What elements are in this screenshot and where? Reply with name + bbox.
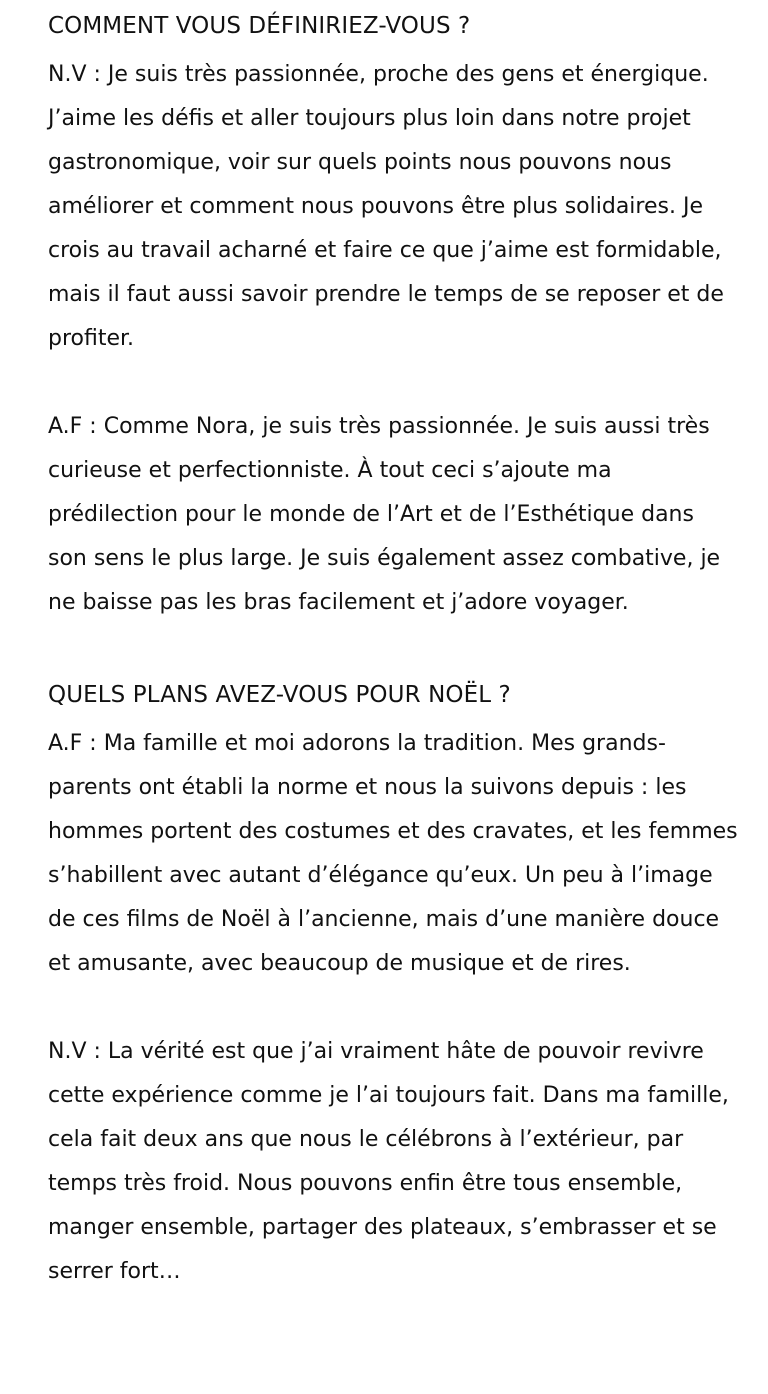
section-heading-self-definition: COMMENT VOUS DÉFINIRIEZ-VOUS ?	[48, 13, 471, 39]
answer-paragraph-af-self-definition: A.F : Comme Nora, je suis très passionnée. Je suis aussi très curieuse et perfectionniste. À tout ceci s’ajoute ma prédilection pour le monde de l’Art et de l’Esthétique dans son sens le plus large. Je suis également assez combative, je ne baisse pas les bras facilement et j’adore voyager.	[48, 414, 721, 615]
answer-paragraph-af-christmas: A.F : Ma famille et moi adorons la tradition. Mes grands-parents ont établi la norme et nous la suivons depuis : les hommes portent des costumes et des cravates, et les femmes s’habillent avec autant d’élégance qu’eux. Un peu à l’image de ces films de Noël à l’ancienne, mais d’une manière douce et amusante, avec beaucoup de musique et de rires.	[48, 731, 738, 976]
answer-paragraph-nv-christmas: N.V : La vérité est que j’ai vraiment hâte de pouvoir revivre cette expérience comme je l’ai toujours fait. Dans ma famille, cela fait deux ans que nous le célébrons à l’extérieur, par temps très froid. Nous pouvons enfin être tous ensemble, manger ensemble, partager des plateaux, s’embrasser et se serrer fort…	[48, 1039, 729, 1284]
answer-paragraph-nv-self-definition: N.V : Je suis très passionnée, proche des gens et énergique. J’aime les défis et aller toujours plus loin dans notre projet gastronomique, voir sur quels points nous pouvons nous améliorer et comment nous pouvons être plus solidaires. Je crois au travail acharné et faire ce que j’aime est formidable, mais il faut aussi savoir prendre le temps de se reposer et de profiter.	[48, 62, 724, 351]
paragraph-spacer	[48, 986, 738, 1030]
paragraph-spacer	[48, 361, 738, 405]
section-heading-christmas-plans: QUELS PLANS AVEZ-VOUS POUR NOËL ?	[48, 682, 511, 708]
section-spacer	[48, 625, 738, 677]
article-body	[48, 8, 738, 1294]
